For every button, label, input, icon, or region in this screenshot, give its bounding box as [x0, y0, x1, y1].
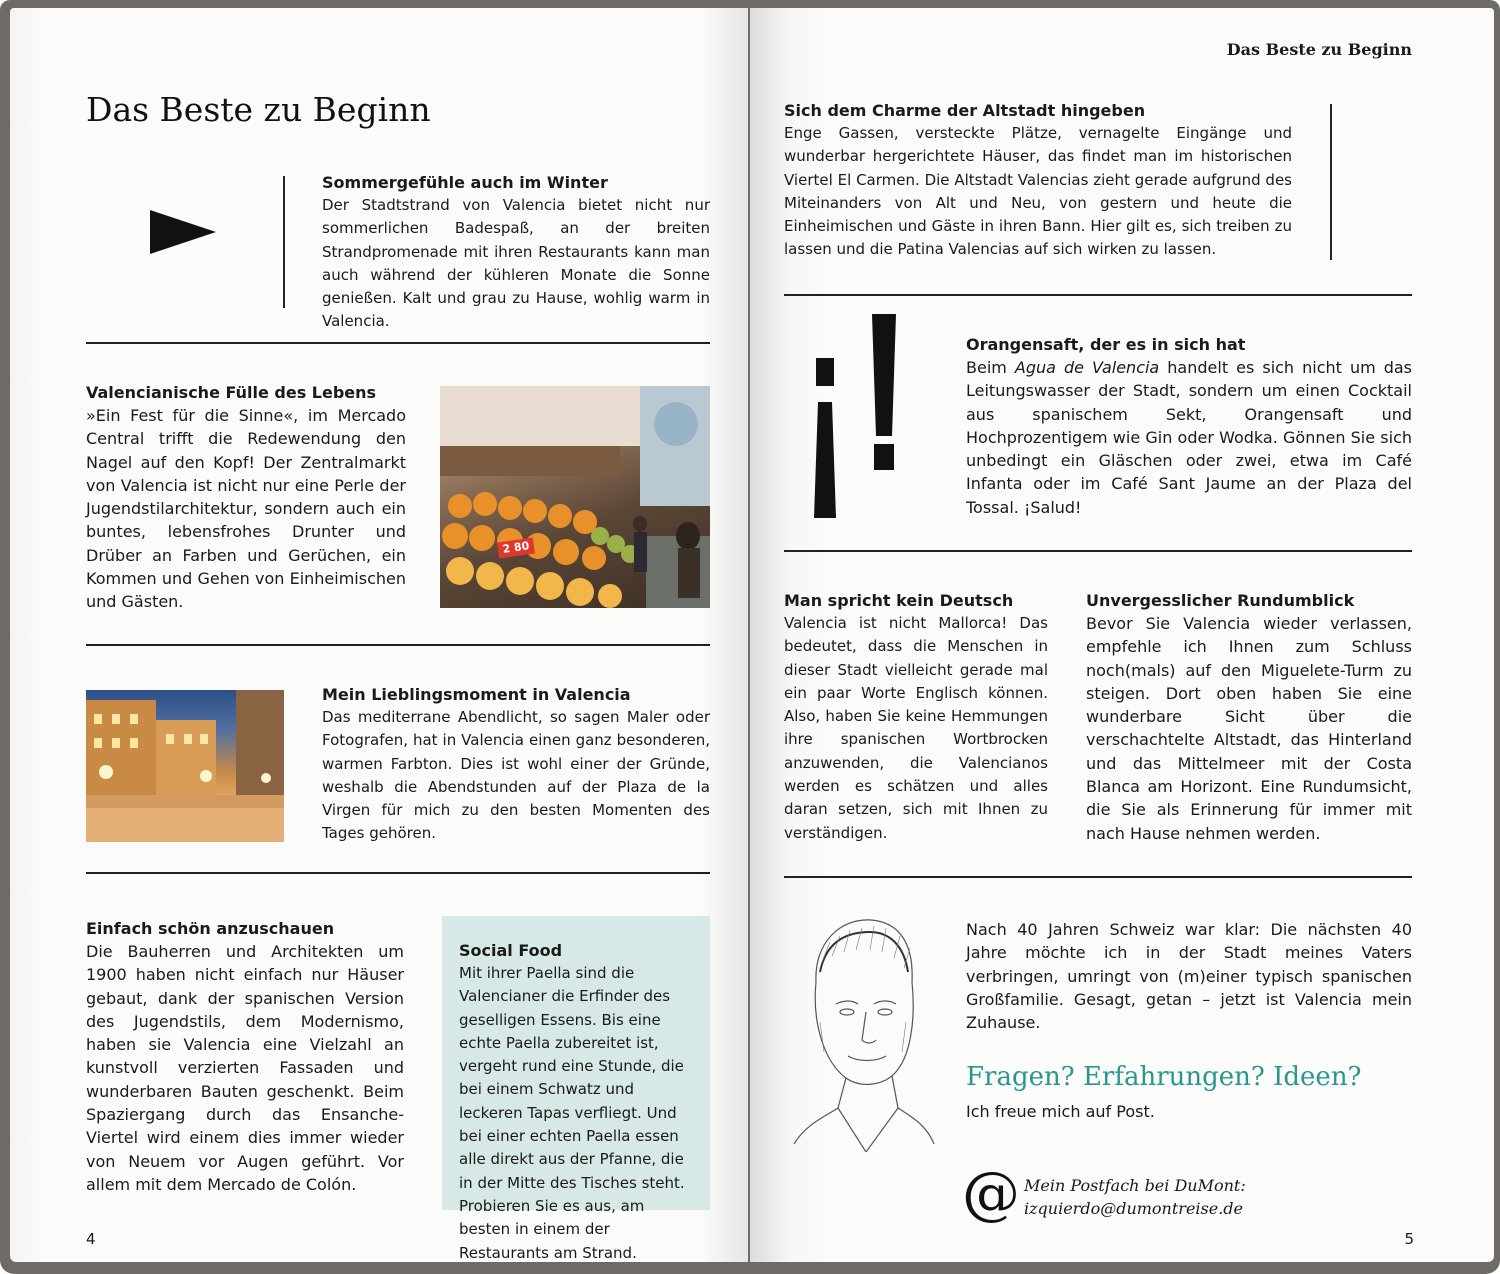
box-heading: Unvergesslicher Rundumblick — [1086, 591, 1355, 610]
price-tag: 2 80 — [497, 538, 535, 559]
box-text: Das mediterrane Abendlicht, so sagen Maler oder Fotografen, hat in Valencia einen ganz besonderen, warmen Farbton. Dies ist wohl einer der Gründe, weshalb die Abendstunden auf der Plaza de la Virgen für mich zu den besten Momenten des Tages gehören. — [322, 708, 710, 843]
box-heading: Social Food — [459, 941, 563, 960]
contact-invite: Ich freue mich auf Post. — [966, 1102, 1155, 1121]
box-old-town — [784, 100, 1292, 262]
exclamation-symbol — [812, 312, 912, 522]
box-text: Mit ihrer Paella sind die Valencianer die Erfinder des geselligen Essens. Bis eine echte Paella zubereitet ist, vergeht rund eine Stunde, die bei einem Schwatz und leckeren Tapas verfliegt. Und bei einer echten Paella essen alle direkt aus der Pfanne, die in der Mitte des Tisches steht. Probieren Sie es aus, am besten in einem der Restaurants am Strand. — [459, 964, 685, 1262]
author-note — [966, 918, 1412, 1034]
box-winter — [322, 172, 710, 334]
author-text: Nach 40 Jahren Schweiz war klar: Die nächsten 40 Jahre möchte ich in der Stadt meines Vaters verbringen, umringt von (m)einer typisch spanischen Großfamilie. Gesagt, getan – jetzt ist Valencia mein Zuhause. — [966, 920, 1412, 1033]
box-text: Beim Agua de Valencia handelt es sich nicht um das Leitungswasser der Stadt, sondern um einen Cocktail aus spanischem Sekt, Orangensaft und Hochprozentigem wie Gin oder Wodka. Gönnen Sie sich unbedingt ein Gläschen oder zwei, etwa im Café Infanta oder im Café Sant Jaume an der Plaza del Tossal. ¡Salud! — [966, 358, 1413, 517]
section-rule — [86, 644, 710, 646]
box-text: Bevor Sie Valencia wieder verlassen, empfehle ich Ihnen zum Schluss noch(mals) auf den Miguelete-Turm zu steigen. Dort oben haben Sie eine wunderbare Sicht über die verschachtelte Altstadt, das Hinterland und das Mittelmeer mit der Costa Blanca am Horizont. Eine Rundumsicht, die Sie als Erinnerung für immer mit nach Hause nehmen werden. — [1086, 614, 1412, 843]
email-address[interactable]: izquierdo@dumontreise.de — [1024, 1199, 1243, 1218]
section-rule — [86, 342, 710, 344]
contact-heading: Fragen? Erfahrungen? Ideen? — [966, 1062, 1362, 1092]
box-heading: Sommergefühle auch im Winter — [322, 173, 608, 192]
at-icon: @ — [962, 1159, 1020, 1227]
box-divider — [1330, 104, 1332, 260]
left-page — [10, 8, 748, 1262]
mailbox-label: Mein Postfach bei DuMont: — [1024, 1176, 1246, 1195]
box-orange-juice — [966, 334, 1412, 519]
box-heading: Einfach schön anzuschauen — [86, 919, 335, 938]
box-market — [86, 382, 406, 614]
box-heading: Valencianische Fülle des Lebens — [86, 383, 377, 402]
box-heading: Man spricht kein Deutsch — [784, 591, 1014, 610]
box-panorama — [1086, 590, 1412, 845]
right-page — [750, 8, 1494, 1262]
market-photo — [440, 386, 710, 608]
box-favourite-moment — [322, 684, 710, 846]
box-architecture — [86, 918, 404, 1196]
box-text: Der Stadtstrand von Valencia bietet nicht nur sommerlichen Badespaß, an der breiten Strandpromenade mit ihren Restaurants kann man auch während der kühleren Monate die Sonne genießen. Kalt und grau zu Hause, wohlig warm in Valencia. — [322, 196, 710, 331]
box-text: Die Bauherren und Architekten um 1900 haben nicht einfach nur Häuser gebaut, dank der spanischen Version des Jugendstils, dem Modernismo, haben sie Valencia eine Vielzahl an kunstvoll verzierten Fassaden und wunderbaren Bauten geschenkt. Beim Spaziergang durch das Ensanche-Viertel wird einem dies immer wieder von Neuem vor Augen geführt. Vor allem mit dem Mercado de Colón. — [86, 942, 404, 1194]
box-heading: Sich dem Charme der Altstadt hingeben — [784, 101, 1146, 120]
author-portrait — [786, 912, 936, 1152]
mailbox — [1024, 1174, 1246, 1220]
running-head: Das Beste zu Beginn — [1226, 40, 1412, 59]
page-title: Das Beste zu Beginn — [86, 90, 431, 129]
box-no-german — [784, 590, 1048, 845]
page-number: 5 — [1404, 1230, 1414, 1248]
plaza-photo — [86, 690, 284, 842]
box-text: »Ein Fest für die Sinne«, im Mercado Central trifft die Redewendung den Nagel auf den Kopf! Der Zentralmarkt von Valencia ist nicht nur eine Perle der Jugendstilarchitektur, sondern auch ein buntes, lebensfrohes Drunter und Drüber an Farben und Gerüchen, ein Kommen und Gehen von Einheimischen und Gästen. — [86, 406, 406, 612]
social-food-box — [442, 916, 710, 1262]
section-rule — [784, 550, 1412, 552]
section-rule — [784, 294, 1412, 296]
arrow-icon — [148, 208, 218, 256]
section-rule — [86, 872, 710, 874]
box-heading: Mein Lieblingsmoment in Valencia — [322, 685, 631, 704]
box-text: Enge Gassen, versteckte Plätze, vernagelte Eingänge und wunderbar hergerichtete Häuser, das findet man im historischen Viertel El Carmen. Die Altstadt Valencias zieht gerade aufgrund des Miteinanders von Alt und Neu, von gestern und heute die Einheimischen und Gäste in ihren Bann. Hier gilt es, sich treiben zu lassen und die Patina Valencias auf sich wirken zu lassen. — [784, 124, 1292, 259]
box-divider — [283, 176, 285, 308]
section-rule — [784, 876, 1412, 878]
page-number: 4 — [86, 1230, 96, 1248]
box-heading: Orangensaft, der es in sich hat — [966, 335, 1246, 354]
box-text: Valencia ist nicht Mallorca! Das bedeutet, dass die Menschen in dieser Stadt vielleicht gerade mal ein paar Worte Englisch können. Also, haben Sie keine Hemmungen ihre spanischen Wortbrocken anzuwenden, die Valencianos werden es schätzen und alles daran setzen, sich mit Ihnen zu verständigen. — [784, 614, 1048, 842]
